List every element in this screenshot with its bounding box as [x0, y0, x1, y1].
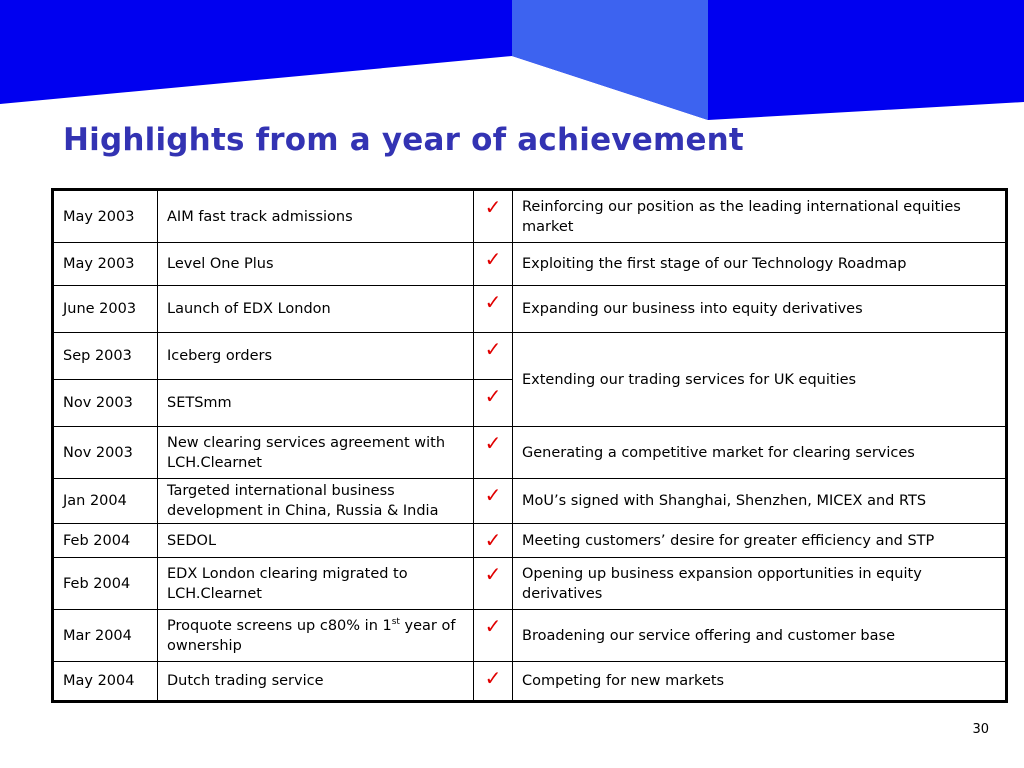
date-cell: May 2003 — [53, 243, 158, 286]
date-cell: Sep 2003 — [53, 333, 158, 380]
outcome-cell: Broadening our service offering and customer base — [513, 610, 1007, 662]
table-row — [53, 524, 1007, 558]
checkmark-icon: ✓ — [474, 558, 513, 610]
item-cell: EDX London clearing migrated to LCH.Clearnet — [158, 558, 474, 610]
outcome-cell: MoU’s signed with Shanghai, Shenzhen, MICEX and RTS — [513, 479, 1007, 524]
checkmark-icon: ✓ — [474, 243, 513, 286]
date-cell: Nov 2003 — [53, 380, 158, 427]
achievements-table — [51, 188, 1008, 703]
date-cell: May 2004 — [53, 662, 158, 702]
outcome-cell: Meeting customers’ desire for greater efficiency and STP — [513, 524, 1007, 558]
date-cell: Mar 2004 — [53, 610, 158, 662]
table-row — [53, 479, 1007, 524]
item-cell: Iceberg orders — [158, 333, 474, 380]
checkmark-icon: ✓ — [474, 190, 513, 243]
checkmark-icon: ✓ — [474, 524, 513, 558]
outcome-cell: Generating a competitive market for clearing services — [513, 427, 1007, 479]
table-row — [53, 286, 1007, 333]
outcome-cell: Expanding our business into equity derivatives — [513, 286, 1007, 333]
outcome-cell: Reinforcing our position as the leading international equities market — [513, 190, 1007, 243]
date-cell: Feb 2004 — [53, 524, 158, 558]
date-cell: June 2003 — [53, 286, 158, 333]
outcome-cell: Opening up business expansion opportunities in equity derivatives — [513, 558, 1007, 610]
date-cell: Nov 2003 — [53, 427, 158, 479]
table-row — [53, 243, 1007, 286]
table-row — [53, 333, 1007, 380]
table-row — [53, 558, 1007, 610]
item-cell — [158, 610, 474, 662]
checkmark-icon: ✓ — [474, 286, 513, 333]
item-cell: New clearing services agreement with LCH.Clearnet — [158, 427, 474, 479]
outcome-cell: Exploiting the first stage of our Technology Roadmap — [513, 243, 1007, 286]
page-title: Highlights from a year of achievement — [63, 122, 744, 158]
table-row — [53, 190, 1007, 243]
outcome-cell: Extending our trading services for UK equities — [513, 333, 1007, 427]
outcome-cell: Competing for new markets — [513, 662, 1007, 702]
date-cell: Feb 2004 — [53, 558, 158, 610]
date-cell: May 2003 — [53, 190, 158, 243]
checkmark-icon: ✓ — [474, 479, 513, 524]
item-cell: SEDOL — [158, 524, 474, 558]
page-number: 30 — [972, 722, 989, 737]
item-cell: Level One Plus — [158, 243, 474, 286]
item-cell: Launch of EDX London — [158, 286, 474, 333]
header-banner — [0, 0, 1024, 125]
item-cell: Targeted international business development in China, Russia & India — [158, 479, 474, 524]
checkmark-icon: ✓ — [474, 662, 513, 702]
item-cell: AIM fast track admissions — [158, 190, 474, 243]
item-text: Proquote screens up c80% in 1 — [167, 617, 392, 634]
table-row — [53, 610, 1007, 662]
date-cell: Jan 2004 — [53, 479, 158, 524]
item-cell: SETSmm — [158, 380, 474, 427]
checkmark-icon: ✓ — [474, 380, 513, 427]
table-row — [53, 662, 1007, 702]
superscript: st — [391, 616, 400, 627]
checkmark-icon: ✓ — [474, 427, 513, 479]
table-row — [53, 427, 1007, 479]
checkmark-icon: ✓ — [474, 333, 513, 380]
item-text: year of ownership — [167, 617, 456, 654]
checkmark-icon: ✓ — [474, 610, 513, 662]
item-cell: Dutch trading service — [158, 662, 474, 702]
